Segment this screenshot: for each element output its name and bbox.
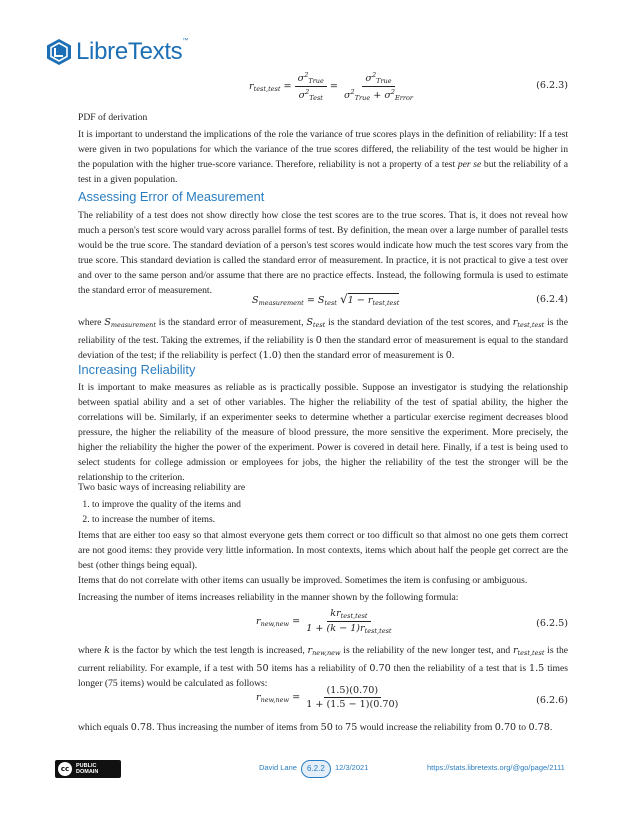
list-item: 1. to improve the quality of the items and: [92, 497, 241, 512]
footer-url-link[interactable]: https://stats.libretexts.org/@go/page/2111: [427, 763, 565, 772]
paragraph-two-ways: Two basic ways of increasing reliability are: [78, 482, 246, 493]
libretexts-logo[interactable]: [46, 38, 188, 66]
paragraph-which-equals: which equals 0.78. Thus increasing the number of items from 50 to 75 would increase the reliability from 0.70 to 0.78.: [78, 722, 553, 733]
paragraph-increasing-items: Increasing the number of items increases reliability in the manner shown by the following formula:: [78, 592, 459, 603]
equation-6-2-3: $r_{test,test}$ = $\frac{\sigma^2_{True}}{\sigma^2_{Test}}$ = $\frac{\sigma^2_{True}}{\sigma^2_{True} + \sigma^2_{Error}}$ (6.2.3): [249, 71, 568, 102]
equation-number: (6.2.5): [536, 618, 568, 629]
logo-text: LibreTexts™: [76, 38, 189, 65]
equation-number: (6.2.4): [536, 294, 568, 305]
reliability-methods-list: [78, 497, 241, 527]
footer-date: 12/3/2021: [335, 763, 369, 772]
paragraph-correlate-items: Items that do not correlate with other items can usually be improved. Sometimes the item is confusing or ambiguous.: [78, 575, 528, 586]
section-heading-assessing-error: Assessing Error of Measurement: [78, 189, 265, 204]
paragraph-where-smeasurement: where $S_{measurement}$ is the standard error of measurement, $S_{test}$ is the standard deviation of the test scores, and $r_{test,test}$ is the reliability of the test. Taking the extremes, if the reliability is 0 then the standard error of measurement is equal to the standard deviation of the test; if the reliability is perfect (1.0) then the standard error of measurement is 0.: [78, 317, 568, 361]
equation-6-2-6: $r_{new,new}$ = $\frac{(1.5)(0.70)}{1 + (1.5 - 1)(0.70)}$ (6.2.6): [256, 685, 568, 710]
creative-commons-icon: cc: [58, 762, 72, 776]
equation-number: (6.2.6): [536, 695, 568, 706]
list-item: 2. to increase the number of items.: [92, 512, 241, 527]
equation-6-2-4: $S_{measurement} = S_{test}$ $√1 - r_{test,test}$ (6.2.4): [252, 292, 568, 307]
libretexts-hex-icon: [46, 38, 72, 66]
page-footer: [55, 760, 565, 778]
paragraph-easy-difficult-items: Items that are either too easy so that almost everyone gets them correct or too difficult so that almost no one gets them correct are not good items: they provide very little information. In most contexts, items which about half the people get correct are the best (other things being equal).: [78, 530, 568, 571]
equation-number: (6.2.3): [536, 80, 568, 91]
license-text: PUBLIC DOMAIN: [76, 763, 99, 775]
page-number-badge: 6.2.2: [301, 760, 331, 778]
paragraph-true-score-variance: It is important to understand the implications of the role the variance of true scores plays in the definition of reliability: If a test were given in two populations for which the variance of the true scores differed, the reliability of the test would be higher in the population with the higher true-score variance. Therefore, reliability is not a property of a test per se but the reliability of a test in a given population.: [78, 129, 568, 185]
paragraph-make-reliable: It is important to make measures as reliable as is practically possible. Suppose an investigator is studying the relationship between spatial ability and a set of other variables. The higher the reliability of the test of spatial ability, the higher the correlations will be. Similarly, if an experimenter seeks to determine whether a particular exercise regiment decreases blood pressure, the higher the reliability of the measure of blood pressure, the more sensitive the experiment. More precisely, the higher the reliability the higher the power of the experiment. Power is covered in detail here. Finally, if a test is being used to select students for college admission or employees for jobs, the higher the reliability of the test the stronger will be the relationship to the criterion.: [78, 382, 568, 483]
footer-author: David Lane: [259, 763, 297, 772]
public-domain-badge[interactable]: [55, 760, 121, 778]
section-heading-increasing-reliability: Increasing Reliability: [78, 362, 196, 377]
pdf-derivation-link[interactable]: PDF of derivation: [78, 112, 148, 123]
equation-6-2-5: $r_{new,new}$ = $\frac{kr_{test,test}}{1 + (k - 1)r_{test,test}}$ (6.2.5): [256, 608, 568, 635]
paragraph-where-k: where k is the factor by which the test length is increased, $r_{new,new}$ is the reliability of the new longer test, and $r_{test,test}$ is the current reliability. For example, if a test with 50 items has a reliability of 0.70 then the reliability of a test that is 1.5 times longer (75 items) would be calculated as follows:: [78, 645, 568, 689]
paragraph-standard-error: The reliability of a test does not show directly how close the test scores are to the true scores. That is, it does not reveal how much a person's test score would vary across parallel forms of test. By definition, the mean over a large number of parallel tests would be the true score. The standard deviation of a person's test scores would indicate how much the test scores vary from the true score. This standard deviation is called the standard error of measurement. In practice, it is not practical to give a test over and over to the same person and/or assume that there are no practice effects. Instead, the following formula is used to estimate the standard error of measurement.: [78, 210, 568, 296]
